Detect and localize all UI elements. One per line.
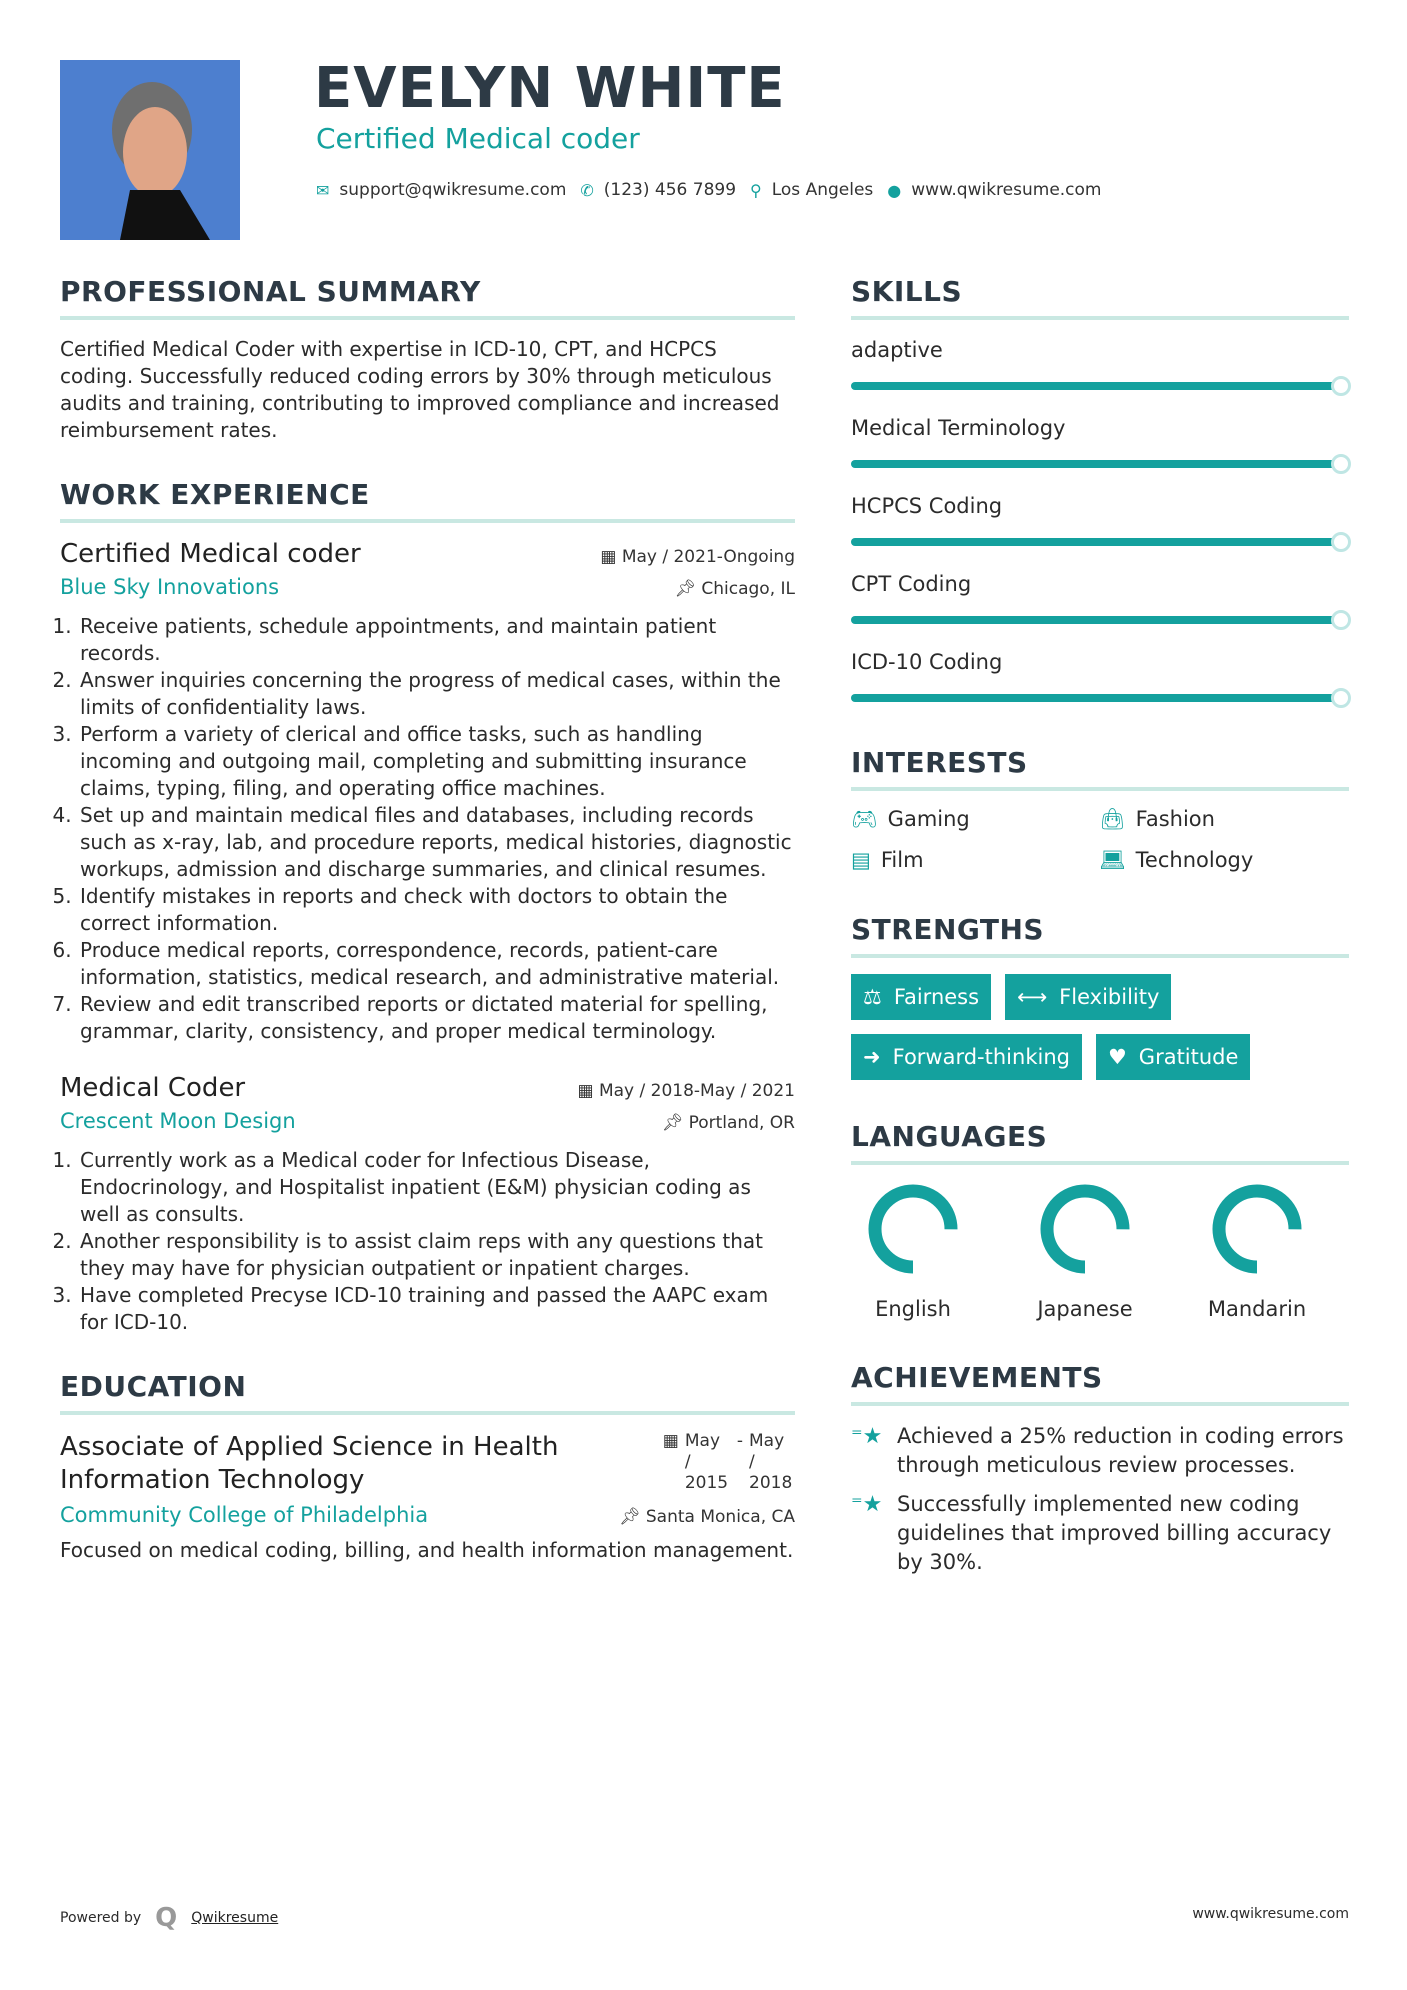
strength-tag (851, 1034, 1082, 1080)
list-item: 1. Receive patients, schedule appointments, and maintain patient records. (78, 613, 795, 667)
interest-item (1099, 848, 1347, 873)
degree: Associate of Applied Science in Health Information Technology (60, 1432, 559, 1495)
heart-icon: ♥ (1107, 1045, 1127, 1069)
skill-bar (851, 694, 1341, 702)
strength-label: Fairness (893, 985, 980, 1009)
interest-label: Film (880, 848, 924, 872)
language-item (857, 1181, 969, 1321)
interest-item (1099, 807, 1347, 832)
interest-item (851, 848, 1099, 873)
section-heading: PROFESSIONAL SUMMARY (60, 275, 795, 320)
skill-bar (851, 538, 1341, 546)
job-date: May / 2021-Ongoing (621, 547, 795, 567)
job-entry (60, 1073, 795, 1336)
skill-name: Medical Terminology (851, 416, 1066, 440)
interest-label: Gaming (887, 807, 970, 831)
interest-item (851, 807, 1099, 832)
job-title: Medical Coder (60, 1073, 246, 1103)
strength-label: Forward-thinking (892, 1045, 1070, 1069)
experience-section (60, 478, 795, 1336)
skill-handle (1331, 688, 1351, 708)
calendar-icon: ▦ (577, 1081, 599, 1101)
job-title: Certified Medical coder (60, 539, 361, 569)
section-heading: ACHIEVEMENTS (851, 1361, 1349, 1406)
interests-section (851, 746, 1349, 873)
list-item: 2. Answer inquiries concerning the progress of medical cases, within the limits of confidentiality laws. (78, 667, 795, 721)
language-ring (1037, 1181, 1133, 1277)
section-heading: SKILLS (851, 275, 1349, 320)
company: Blue Sky Innovations (60, 575, 280, 599)
responsibilities-list (78, 1147, 795, 1336)
skill-name: adaptive (851, 338, 943, 362)
pushpin-icon: 📌︎ (674, 579, 702, 599)
interest-label: Technology (1135, 848, 1254, 872)
language-name: English (875, 1297, 951, 1321)
shopping-bag-icon: 👜︎ (1099, 807, 1126, 831)
gamepad-icon: 🎮︎ (851, 807, 878, 831)
language-item (1201, 1181, 1313, 1321)
education-date: ▦ May / 2015 - May / 2018 (662, 1431, 793, 1493)
envelope-icon: ✉ (316, 180, 330, 200)
skill-bar (851, 382, 1341, 390)
list-item: 1. Currently work as a Medical coder for Infectious Disease, Endocrinology, and Hospitalist inpatient (E&M) physician coding as well as consults. (78, 1147, 795, 1228)
list-item: 7. Review and edit transcribed reports or dictated material for spelling, grammar, clarity, consistency, and proper medical terminology. (78, 991, 795, 1045)
list-item: 6. Produce medical reports, correspondence, records, patient-care information, statistics, medical research, and administrative material. (78, 937, 795, 991)
achievement-item (851, 1490, 1349, 1577)
phone: (123) 456 7899 (603, 180, 737, 200)
interest-label: Fashion (1135, 807, 1215, 831)
skill-handle (1331, 376, 1351, 396)
list-item: 2. Another responsibility is to assist claim reps with any questions that they may have for physician outpatient or inpatient charges. (78, 1228, 795, 1282)
map-marker-icon: ⚲ (750, 180, 762, 200)
star-icon: ⁼★ (851, 1492, 883, 1517)
language-name: Mandarin (1207, 1297, 1307, 1321)
calendar-icon: ▦ (662, 1431, 679, 1451)
language-item (1029, 1181, 1141, 1321)
brand-link[interactable]: Qwikresume (191, 1910, 279, 1926)
strength-tag (1005, 974, 1171, 1020)
skill-item (851, 492, 1349, 570)
skill-item (851, 336, 1349, 414)
powered-by-label: Powered by (60, 1910, 142, 1926)
skill-name: HCPCS Coding (851, 494, 1003, 518)
phone-icon: ✆ (580, 180, 594, 200)
arrow-right-icon: ➜ (863, 1045, 881, 1069)
skill-handle (1331, 454, 1351, 474)
skill-item (851, 570, 1349, 648)
candidate-title: Certified Medical coder (316, 122, 640, 155)
achievement-text: Achieved a 25% reduction in coding errors through meticulous review processes. (897, 1424, 1344, 1477)
achievement-item (851, 1422, 1349, 1480)
section-heading: WORK EXPERIENCE (60, 478, 795, 523)
skill-item (851, 648, 1349, 726)
strengths-section (851, 913, 1349, 1080)
laptop-icon: 💻︎ (1099, 848, 1126, 872)
section-heading: LANGUAGES (851, 1120, 1349, 1165)
list-item: 4. Set up and maintain medical files and databases, including records such as x-ray, lab, and procedure reports, medical histories, diagnostic workups, admission and discharge summaries, and clinical resumes. (78, 802, 795, 883)
strength-tag (851, 974, 991, 1020)
achievements-section (851, 1361, 1349, 1577)
left-column (60, 275, 795, 1598)
skill-name: CPT Coding (851, 572, 972, 596)
language-ring (865, 1181, 961, 1277)
skill-bar (851, 460, 1341, 468)
section-heading: INTERESTS (851, 746, 1349, 791)
education-description: Focused on medical coding, billing, and health information management. (60, 1538, 794, 1562)
education-location: Santa Monica, CA (645, 1507, 795, 1527)
star-icon: ⁼★ (851, 1424, 883, 1449)
job-entry (60, 539, 795, 1045)
section-heading: STRENGTHS (851, 913, 1349, 958)
skill-name: ICD-10 Coding (851, 650, 1003, 674)
website[interactable]: www.qwikresume.com (911, 180, 1102, 200)
pushpin-icon: 📌︎ (661, 1113, 689, 1133)
languages-section (851, 1120, 1349, 1321)
strength-label: Flexibility (1059, 985, 1160, 1009)
email[interactable]: support@qwikresume.com (339, 180, 567, 200)
location: Los Angeles (771, 180, 874, 200)
profile-photo (60, 60, 240, 240)
skill-bar (851, 616, 1341, 624)
job-date: May / 2018-May / 2021 (598, 1081, 795, 1101)
footer-powered-by (60, 1903, 278, 1933)
list-item: 5. Identify mistakes in reports and check with doctors to obtain the correct information. (78, 883, 795, 937)
summary-section (60, 275, 795, 444)
arrows-h-icon: ⟷ (1017, 985, 1048, 1009)
school: Community College of Philadelphia (60, 1503, 429, 1527)
skills-section (851, 275, 1349, 726)
list-item: 3. Perform a variety of clerical and office tasks, such as handling incoming and outgoing mail, completing and submitting insurance claims, typing, filing, and operating office machines. (78, 721, 795, 802)
summary-text: Certified Medical Coder with expertise in ICD-10, CPT, and HCPCS coding. Successfully reduced coding errors by 30% through meticulous audits and training, contributing to improved compliance and increased reimbursement rates. (60, 337, 780, 442)
company: Crescent Moon Design (60, 1109, 296, 1133)
qwikresume-logo-icon: Q (155, 1903, 178, 1933)
candidate-name: EVELYN WHITE (314, 56, 786, 121)
job-location: Portland, OR (688, 1113, 795, 1133)
pushpin-icon: 📌︎ (618, 1507, 646, 1527)
skill-handle (1331, 610, 1351, 630)
balance-scale-icon: ⚖ (863, 985, 882, 1009)
responsibilities-list (78, 613, 795, 1045)
contact-bar (316, 180, 1102, 200)
job-location: Chicago, IL (701, 579, 795, 599)
right-column (851, 275, 1349, 1587)
strength-tag (1096, 1034, 1250, 1080)
film-icon: ▤ (851, 848, 871, 872)
strength-label: Gratitude (1138, 1045, 1239, 1069)
skill-handle (1331, 532, 1351, 552)
list-item: 3. Have completed Precyse ICD-10 training and passed the AAPC exam for ICD-10. (78, 1282, 795, 1336)
language-ring (1209, 1181, 1305, 1277)
footer-website[interactable]: www.qwikresume.com (1192, 1906, 1349, 1922)
language-name: Japanese (1037, 1297, 1133, 1321)
section-heading: EDUCATION (60, 1370, 795, 1415)
skill-item (851, 414, 1349, 492)
achievement-text: Successfully implemented new coding guidelines that improved billing accuracy by 30%. (897, 1492, 1332, 1574)
calendar-icon: ▦ (600, 547, 622, 567)
education-section (60, 1370, 795, 1564)
globe-icon: ● (887, 180, 902, 200)
